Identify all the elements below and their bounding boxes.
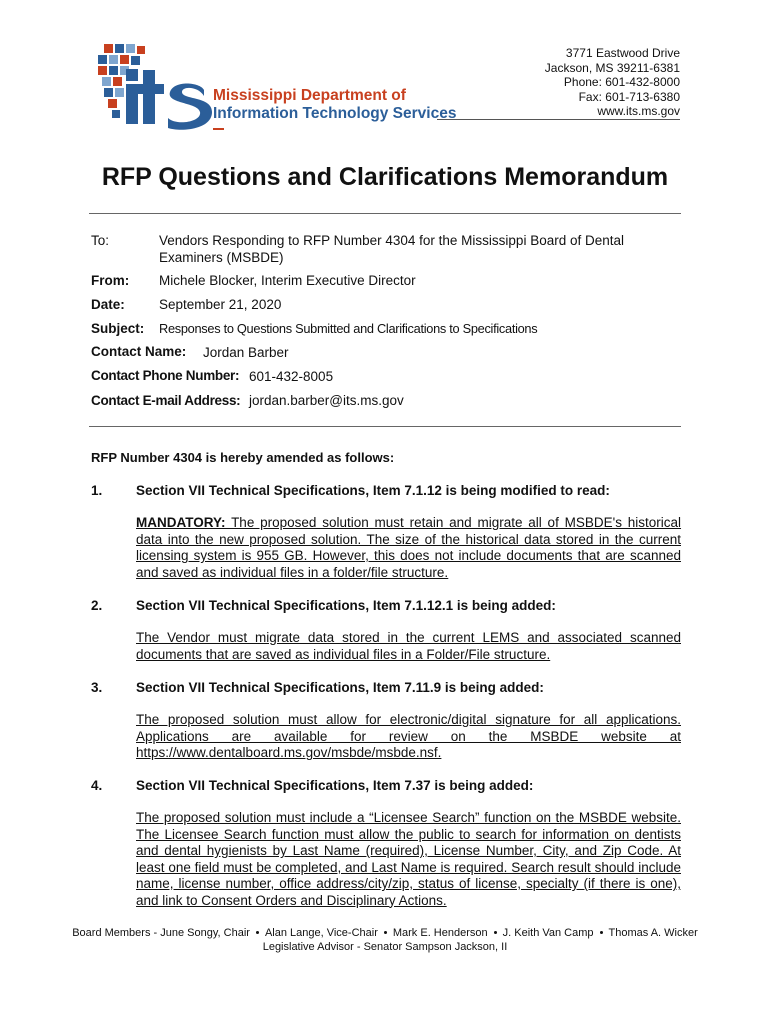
address-fax: Fax: 601-713-6380	[578, 89, 680, 104]
to-label: To:	[91, 233, 110, 248]
item-heading: Section VII Technical Specifications, Item 7.11.9 is being added:	[136, 680, 544, 695]
item-body	[136, 515, 681, 581]
amend-heading: RFP Number 4304 is hereby amended as follows:	[91, 450, 395, 465]
footer	[0, 926, 770, 954]
address-city: Jackson, MS 39211-6381	[544, 60, 680, 75]
address-website[interactable]: www.its.ms.gov	[597, 104, 680, 119]
bullet-icon	[600, 931, 603, 934]
item-number: 4.	[91, 778, 103, 793]
address-street: 3771 Eastwood Drive	[565, 46, 680, 60]
bullet-icon	[384, 931, 387, 934]
item-number: 1.	[91, 483, 103, 498]
contact-email-value[interactable]: jordan.barber@its.ms.gov	[249, 393, 404, 408]
contact-phone-value: 601-432-8005	[249, 369, 334, 384]
title-divider	[89, 213, 681, 214]
board-member: June Songy, Chair	[160, 927, 250, 939]
board-members-line	[0, 926, 770, 940]
address-phone: Phone: 601-432-8000	[563, 75, 680, 90]
date-label: Date:	[91, 297, 125, 312]
agency-line1: Mississippi Department of	[213, 87, 406, 104]
to-value: Vendors Responding to RFP Number 4304 for the Mississippi Board of Dental Examiners (MSBDE)	[159, 233, 624, 265]
item-heading: Section VII Technical Specifications, Item 7.1.12 is being modified to read:	[136, 483, 610, 498]
logo-its-letters	[126, 69, 212, 130]
item-body: The proposed solution must allow for electronic/digital signature for all applications. Applications are available for review on the MSBDE website at https://www.dentalboard.ms.gov/msbde/msbde.nsf.	[136, 712, 681, 760]
mandatory-label: MANDATORY:	[136, 515, 226, 530]
subject-value: Responses to Questions Submitted and Clarifications to Specifications	[159, 321, 538, 336]
item-number: 3.	[91, 680, 103, 695]
header-divider	[437, 119, 680, 120]
board-prefix: Board Members -	[72, 927, 158, 939]
agency-line2: Information Technology Services	[213, 105, 457, 122]
subject-label: Subject:	[91, 321, 145, 336]
board-member: Mark E. Henderson	[392, 927, 488, 939]
item-number: 2.	[91, 598, 103, 613]
contact-phone-label: Contact Phone Number:	[91, 368, 240, 383]
memo-divider	[89, 426, 681, 427]
item-heading: Section VII Technical Specifications, Item 7.37 is being added:	[136, 778, 534, 793]
contact-name-label: Contact Name:	[91, 344, 187, 359]
board-member: Thomas A. Wicker	[608, 927, 698, 939]
from-label: From:	[91, 273, 130, 288]
contact-name-value: Jordan Barber	[203, 345, 289, 360]
item-body: The Vendor must migrate data stored in the current LEMS and associated scanned documents that are saved as individual files in a Folder/File structure.	[136, 630, 681, 662]
page-title: RFP Questions and Clarifications Memorandum	[101, 163, 669, 191]
legislative-advisor: Legislative Advisor - Senator Sampson Jackson, II	[262, 941, 508, 953]
date-value: September 21, 2020	[159, 297, 282, 312]
address-block	[545, 46, 680, 119]
item-body: The proposed solution must include a “Licensee Search” function on the MSBDE website. The Licensee Search function must allow the public to search for information on dentists and dental hygienists by Last Name (required), License Number, City, and Zip Code. At least one field must be completed, and Last Name is required. Search result should include name, license number, office address/city/zip, status of license, specialty (if there is one), and link to Consent Orders and Disciplinary Actions.	[136, 810, 681, 908]
contact-email-label: Contact E-mail Address:	[91, 393, 241, 408]
from-value: Michele Blocker, Interim Executive Director	[159, 273, 416, 288]
bullet-icon	[256, 931, 259, 934]
board-member: Alan Lange, Vice-Chair	[264, 927, 378, 939]
item-body-text: The proposed solution must retain and migrate all of MSBDE's historical data into the new proposed solution. The size of the historical data stored in the current licensing system is 955 GB. However, this does not include documents that are scanned and saved as individual files in a folder/file structure.	[136, 515, 682, 580]
agency-name	[213, 87, 456, 123]
board-member: J. Keith Van Camp	[502, 927, 594, 939]
item-heading: Section VII Technical Specifications, Item 7.1.12.1 is being added:	[136, 598, 556, 613]
bullet-icon	[494, 931, 497, 934]
